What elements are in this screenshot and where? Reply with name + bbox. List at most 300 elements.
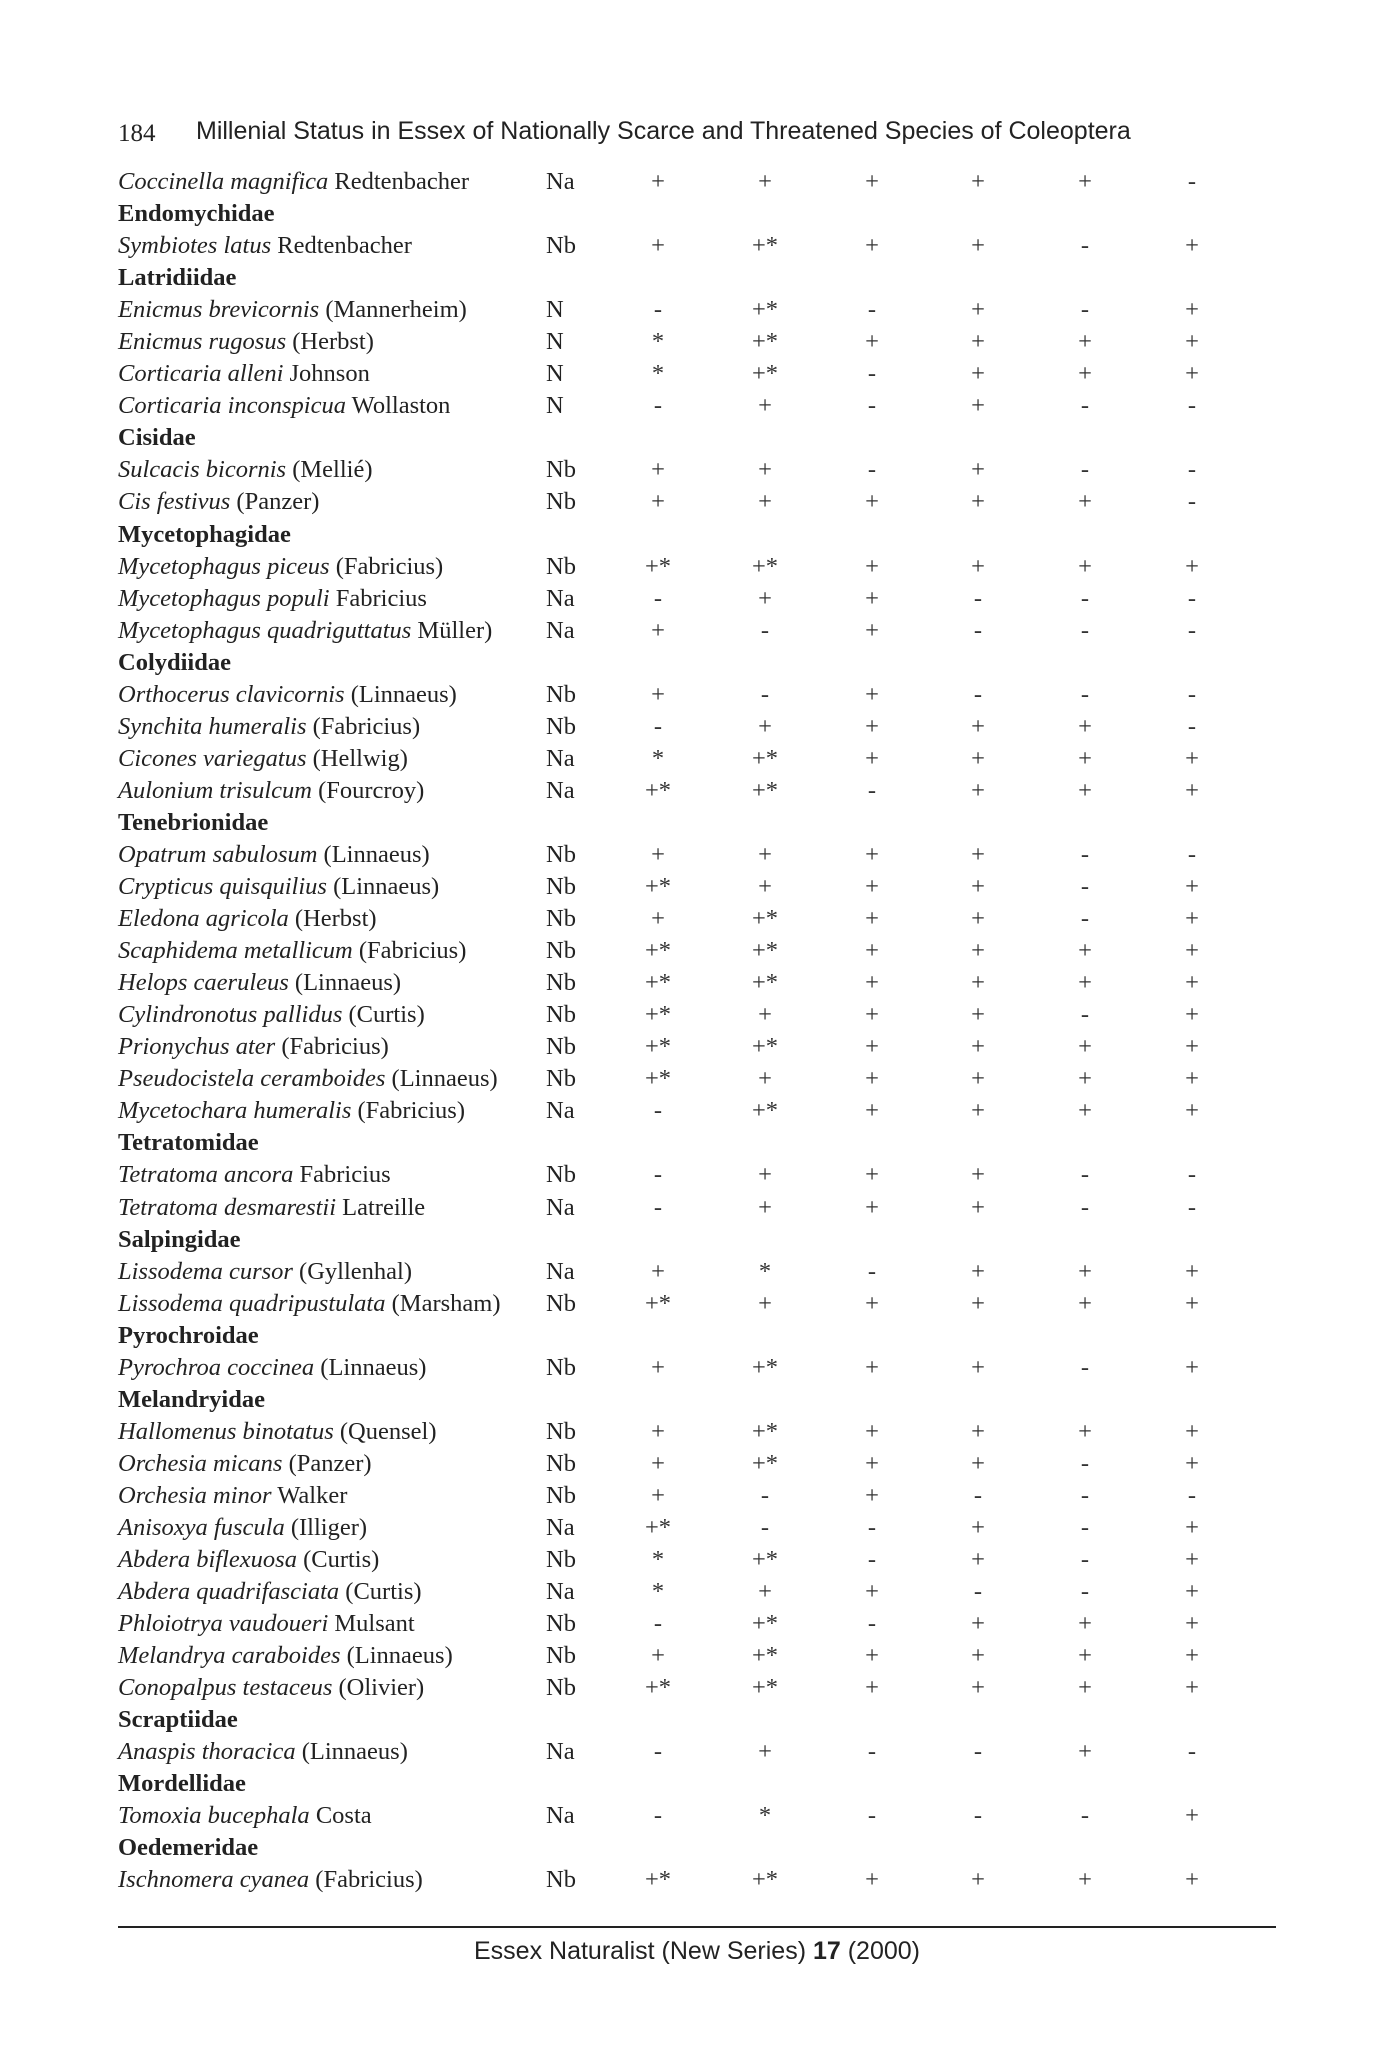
- status-code: Nb: [546, 1289, 576, 1317]
- record-mark-col-3: -: [867, 456, 877, 484]
- species-row: [118, 166, 1218, 198]
- record-mark-col-2: +*: [751, 1866, 779, 1894]
- species-authority: (Linnaeus): [323, 840, 430, 868]
- record-mark-col-1: +: [651, 840, 665, 868]
- record-mark-col-1: *: [651, 1578, 665, 1606]
- species-name: [118, 1161, 391, 1189]
- species-authority: (Panzer): [236, 488, 320, 516]
- family-name: Pyrochroidae: [118, 1321, 259, 1349]
- record-mark-col-6: -: [1187, 1481, 1197, 1509]
- family-heading-row: [118, 807, 1218, 839]
- status-code: Nb: [546, 873, 576, 901]
- record-mark-col-1: +*: [644, 1674, 672, 1702]
- species-binomial: Anisoxya fuscula: [118, 1513, 285, 1541]
- record-mark-col-6: +: [1185, 552, 1199, 580]
- record-mark-col-6: -: [1187, 840, 1197, 868]
- record-mark-col-3: +: [865, 1033, 879, 1061]
- record-mark-col-4: +: [971, 1001, 985, 1029]
- species-row: [118, 1095, 1218, 1127]
- status-code: Nb: [546, 1642, 576, 1670]
- family-name: Tetratomidae: [118, 1129, 259, 1157]
- species-name: [118, 1258, 412, 1286]
- record-mark-col-1: -: [653, 1738, 663, 1766]
- record-mark-col-3: -: [867, 1738, 877, 1766]
- species-authority: Müller): [417, 616, 493, 644]
- status-code: Nb: [546, 680, 576, 708]
- record-mark-col-5: -: [1080, 1449, 1090, 1477]
- species-row: [118, 454, 1218, 486]
- status-code: Nb: [546, 552, 576, 580]
- species-binomial: Aulonium trisulcum: [118, 776, 312, 804]
- record-mark-col-1: +: [651, 905, 665, 933]
- record-mark-col-1: +: [651, 1642, 665, 1670]
- status-code: Nb: [546, 1417, 576, 1445]
- species-name: [118, 873, 439, 901]
- record-mark-col-6: +: [1185, 969, 1199, 997]
- species-authority: (Linnaeus): [391, 1065, 498, 1093]
- species-row: [118, 1544, 1218, 1576]
- record-mark-col-2: +*: [751, 1449, 779, 1477]
- species-name: [118, 841, 430, 869]
- record-mark-col-4: -: [973, 584, 983, 612]
- record-mark-col-4: +: [971, 840, 985, 868]
- species-authority: Johnson: [289, 360, 370, 388]
- record-mark-col-3: +: [865, 1866, 879, 1894]
- record-mark-col-4: +: [971, 1033, 985, 1061]
- species-row: [118, 1672, 1218, 1704]
- status-code: Na: [546, 744, 575, 772]
- record-mark-col-5: -: [1080, 296, 1090, 324]
- record-mark-col-5: +: [1078, 552, 1092, 580]
- species-authority: (Hellwig): [312, 744, 408, 772]
- record-mark-col-1: -: [653, 296, 663, 324]
- species-row: [118, 390, 1218, 422]
- record-mark-col-6: +: [1185, 776, 1199, 804]
- species-authority: Costa: [315, 1802, 372, 1830]
- status-code: Nb: [546, 969, 576, 997]
- record-mark-col-6: +: [1185, 1866, 1199, 1894]
- footer-journal: Essex Naturalist (New Series): [473, 1937, 807, 1965]
- species-binomial: Mycetochara humeralis: [118, 1097, 352, 1125]
- page-number: 184: [118, 120, 156, 147]
- species-binomial: Orchesia minor: [118, 1481, 272, 1509]
- species-authority: (Panzer): [288, 1449, 372, 1477]
- record-mark-col-6: +: [1185, 873, 1199, 901]
- species-binomial: Sulcacis bicornis: [118, 456, 287, 484]
- species-authority: (Linnaeus): [301, 1738, 408, 1766]
- record-mark-col-2: -: [760, 616, 770, 644]
- species-binomial: Mycetophagus piceus: [118, 552, 330, 580]
- record-mark-col-3: -: [867, 1610, 877, 1638]
- species-authority: (Curtis): [345, 1578, 422, 1606]
- family-name: Scraptiidae: [118, 1706, 238, 1734]
- record-mark-col-3: +: [865, 873, 879, 901]
- record-mark-col-3: +: [865, 840, 879, 868]
- species-authority: (Herbst): [294, 905, 377, 933]
- record-mark-col-2: +: [758, 456, 772, 484]
- record-mark-col-6: +: [1185, 232, 1199, 260]
- record-mark-col-5: +: [1078, 1738, 1092, 1766]
- record-mark-col-2: +: [758, 840, 772, 868]
- species-name: [118, 1450, 372, 1478]
- record-mark-col-5: -: [1080, 905, 1090, 933]
- family-name: Mycetophagidae: [118, 520, 291, 548]
- species-row: [118, 711, 1218, 743]
- record-mark-col-3: -: [867, 1802, 877, 1830]
- status-code: Na: [546, 168, 575, 195]
- record-mark-col-5: +: [1078, 1257, 1092, 1285]
- record-mark-col-1: +*: [644, 1001, 672, 1029]
- record-mark-col-3: +: [865, 1578, 879, 1606]
- species-authority: (Mellié): [292, 456, 373, 484]
- species-row: [118, 326, 1218, 358]
- family-name: Melandryidae: [118, 1385, 265, 1413]
- record-mark-col-2: +: [758, 1193, 772, 1221]
- record-mark-col-6: -: [1187, 1161, 1197, 1189]
- record-mark-col-1: -: [653, 712, 663, 740]
- record-mark-col-6: +: [1185, 1033, 1199, 1061]
- record-mark-col-6: +: [1185, 1513, 1199, 1541]
- species-binomial: Eledona agricola: [118, 905, 289, 933]
- species-name: [118, 1001, 425, 1029]
- record-mark-col-2: +*: [751, 937, 779, 965]
- record-mark-col-4: +: [971, 1065, 985, 1093]
- record-mark-col-3: -: [867, 776, 877, 804]
- record-mark-col-5: +: [1078, 969, 1092, 997]
- record-mark-col-5: -: [1080, 1481, 1090, 1509]
- record-mark-col-1: -: [653, 1610, 663, 1638]
- species-binomial: Tetratoma desmarestii: [118, 1193, 337, 1221]
- record-mark-col-3: +: [865, 1642, 879, 1670]
- status-code: N: [546, 296, 564, 324]
- family-name: Endomychidae: [118, 200, 275, 228]
- family-name: Oedemeridae: [118, 1834, 259, 1862]
- species-authority: Redtenbacher: [277, 232, 412, 260]
- record-mark-col-5: -: [1080, 680, 1090, 708]
- species-status-table: [118, 166, 1218, 1897]
- status-code: Nb: [546, 1866, 576, 1894]
- record-mark-col-2: +: [758, 1578, 772, 1606]
- record-mark-col-4: +: [971, 1257, 985, 1285]
- species-authority: (Gyllenhal): [299, 1257, 412, 1285]
- record-mark-col-6: +: [1185, 1546, 1199, 1574]
- species-name: [118, 1033, 389, 1061]
- record-mark-col-3: -: [867, 1546, 877, 1574]
- species-binomial: Enicmus rugosus: [118, 328, 287, 356]
- record-mark-col-5: -: [1080, 1161, 1090, 1189]
- record-mark-col-3: +: [865, 1481, 879, 1509]
- species-name: [118, 1866, 423, 1894]
- record-mark-col-2: +*: [751, 744, 779, 772]
- record-mark-col-2: +*: [751, 552, 779, 580]
- record-mark-col-5: -: [1080, 456, 1090, 484]
- record-mark-col-3: +: [865, 1449, 879, 1477]
- species-authority: (Illiger): [290, 1513, 368, 1541]
- record-mark-col-4: +: [971, 456, 985, 484]
- record-mark-col-6: -: [1187, 488, 1197, 516]
- species-row: [118, 935, 1218, 967]
- record-mark-col-6: +: [1185, 1289, 1199, 1317]
- species-row: [118, 1608, 1218, 1640]
- species-row: [118, 1159, 1218, 1191]
- record-mark-col-1: +*: [644, 1033, 672, 1061]
- record-mark-col-5: +: [1078, 168, 1092, 195]
- status-code: Nb: [546, 1001, 576, 1029]
- record-mark-col-3: +: [865, 552, 879, 580]
- record-mark-col-5: -: [1080, 1546, 1090, 1574]
- record-mark-col-6: +: [1185, 1353, 1199, 1381]
- record-mark-col-4: +: [971, 776, 985, 804]
- record-mark-col-6: -: [1187, 168, 1197, 195]
- record-mark-col-1: +: [651, 680, 665, 708]
- species-name: [118, 1065, 498, 1093]
- record-mark-col-5: -: [1080, 392, 1090, 420]
- record-mark-col-4: +: [971, 1642, 985, 1670]
- species-binomial: Crypticus quisquilius: [118, 873, 327, 901]
- record-mark-col-3: +: [865, 1417, 879, 1445]
- species-binomial: Abdera quadrifasciata: [118, 1578, 340, 1606]
- record-mark-col-1: +*: [644, 1513, 672, 1541]
- record-mark-col-5: -: [1080, 1513, 1090, 1541]
- species-row: [118, 1736, 1218, 1768]
- species-authority: (Linnaeus): [350, 680, 457, 708]
- record-mark-col-5: +: [1078, 744, 1092, 772]
- status-code: N: [546, 360, 564, 388]
- record-mark-col-4: +: [971, 712, 985, 740]
- record-mark-col-3: +: [865, 328, 879, 356]
- record-mark-col-4: +: [971, 360, 985, 388]
- species-binomial: Helops caeruleus: [118, 969, 289, 997]
- species-row: [118, 230, 1218, 262]
- footer-volume: 17: [812, 1937, 841, 1965]
- species-name: [118, 905, 377, 933]
- species-binomial: Ischnomera cyanea: [118, 1866, 310, 1894]
- record-mark-col-4: -: [973, 680, 983, 708]
- record-mark-col-1: +: [651, 1353, 665, 1381]
- status-code: Nb: [546, 1353, 576, 1381]
- species-name: [118, 328, 374, 356]
- species-authority: (Curtis): [348, 1001, 425, 1029]
- species-row: [118, 1031, 1218, 1063]
- record-mark-col-4: +: [971, 552, 985, 580]
- family-name: Cisidae: [118, 424, 196, 452]
- species-name: [118, 777, 424, 805]
- species-row: [118, 1063, 1218, 1095]
- record-mark-col-3: -: [867, 360, 877, 388]
- species-name: [118, 713, 420, 741]
- record-mark-col-2: +*: [751, 1546, 779, 1574]
- species-row: [118, 486, 1218, 518]
- record-mark-col-5: +: [1078, 1674, 1092, 1702]
- species-row: [118, 679, 1218, 711]
- record-mark-col-1: +: [651, 1257, 665, 1285]
- species-row: [118, 871, 1218, 903]
- record-mark-col-1: +*: [644, 873, 672, 901]
- species-authority: (Fabricius): [358, 937, 467, 965]
- record-mark-col-6: +: [1185, 360, 1199, 388]
- species-row: [118, 839, 1218, 871]
- record-mark-col-2: +: [758, 1738, 772, 1766]
- species-binomial: Cis festivus: [118, 488, 231, 516]
- record-mark-col-5: -: [1080, 840, 1090, 868]
- species-row: [118, 967, 1218, 999]
- record-mark-col-1: +*: [644, 776, 672, 804]
- species-authority: Walker: [277, 1481, 348, 1509]
- species-name: [118, 1418, 436, 1446]
- record-mark-col-3: +: [865, 584, 879, 612]
- record-mark-col-4: +: [971, 232, 985, 260]
- family-heading-row: [118, 422, 1218, 454]
- record-mark-col-3: +: [865, 937, 879, 965]
- record-mark-col-1: *: [651, 360, 665, 388]
- species-authority: (Linnaeus): [294, 969, 402, 997]
- species-row: [118, 1576, 1218, 1608]
- species-binomial: Coccinella magnifica: [118, 168, 329, 195]
- species-binomial: Corticaria alleni: [118, 360, 284, 388]
- record-mark-col-5: +: [1078, 1610, 1092, 1638]
- status-code: Nb: [546, 937, 576, 965]
- record-mark-col-5: +: [1078, 360, 1092, 388]
- record-mark-col-1: +: [651, 488, 665, 516]
- record-mark-col-6: -: [1187, 584, 1197, 612]
- record-mark-col-4: +: [971, 969, 985, 997]
- species-binomial: Pyrochroa coccinea: [118, 1353, 315, 1381]
- record-mark-col-6: +: [1185, 1001, 1199, 1029]
- record-mark-col-1: +: [651, 456, 665, 484]
- status-code: Na: [546, 1193, 575, 1221]
- species-name: [118, 1578, 422, 1606]
- record-mark-col-6: +: [1185, 296, 1199, 324]
- species-binomial: Cylindronotus pallidus: [118, 1001, 343, 1029]
- record-mark-col-6: +: [1185, 744, 1199, 772]
- record-mark-col-3: -: [867, 296, 877, 324]
- record-mark-col-1: -: [653, 1193, 663, 1221]
- family-heading-row: [118, 647, 1218, 679]
- record-mark-col-4: -: [973, 1481, 983, 1509]
- record-mark-col-6: +: [1185, 1065, 1199, 1093]
- record-mark-col-3: +: [865, 1353, 879, 1381]
- status-code: Nb: [546, 1546, 576, 1574]
- status-code: Nb: [546, 456, 576, 484]
- record-mark-col-1: +*: [644, 969, 672, 997]
- family-heading-row: [118, 1384, 1218, 1416]
- species-authority: Latreille: [342, 1193, 426, 1221]
- species-authority: (Quensel): [339, 1417, 437, 1445]
- record-mark-col-2: +*: [751, 296, 779, 324]
- species-name: [118, 168, 469, 196]
- species-binomial: Melandrya caraboides: [118, 1642, 341, 1670]
- species-authority: Fabricius: [299, 1161, 391, 1189]
- record-mark-col-5: +: [1078, 937, 1092, 965]
- status-code: Nb: [546, 1033, 576, 1061]
- species-row: [118, 903, 1218, 935]
- species-row: [118, 743, 1218, 775]
- status-code: Nb: [546, 1065, 576, 1093]
- record-mark-col-4: +: [971, 1610, 985, 1638]
- species-name: [118, 745, 408, 773]
- record-mark-col-5: +: [1078, 1866, 1092, 1894]
- record-mark-col-5: -: [1080, 616, 1090, 644]
- footer-year: (2000): [847, 1937, 920, 1965]
- status-code: N: [546, 392, 564, 420]
- species-binomial: Abdera biflexuosa: [118, 1546, 297, 1574]
- record-mark-col-1: +*: [644, 1289, 672, 1317]
- record-mark-col-1: -: [653, 584, 663, 612]
- record-mark-col-1: -: [653, 1161, 663, 1189]
- record-mark-col-4: +: [971, 1449, 985, 1477]
- species-binomial: Mycetophagus populi: [118, 584, 330, 612]
- record-mark-col-4: +: [971, 1161, 985, 1189]
- family-name: Latridiidae: [118, 264, 237, 292]
- page-footer: [118, 1937, 1276, 1966]
- record-mark-col-2: +: [758, 584, 772, 612]
- record-mark-col-3: +: [865, 1001, 879, 1029]
- species-authority: (Fabricius): [315, 1866, 423, 1894]
- record-mark-col-2: *: [758, 1257, 772, 1285]
- family-heading-row: [118, 1832, 1218, 1864]
- record-mark-col-4: +: [971, 1546, 985, 1574]
- record-mark-col-5: +: [1078, 776, 1092, 804]
- record-mark-col-2: +*: [751, 776, 779, 804]
- record-mark-col-5: +: [1078, 1033, 1092, 1061]
- species-row: [118, 1288, 1218, 1320]
- family-heading-row: [118, 1224, 1218, 1256]
- record-mark-col-2: +*: [751, 1033, 779, 1061]
- record-mark-col-6: +: [1185, 1449, 1199, 1477]
- status-code: Na: [546, 1513, 575, 1541]
- record-mark-col-3: +: [865, 712, 879, 740]
- species-name: [118, 969, 401, 997]
- species-name: [118, 1802, 372, 1830]
- record-mark-col-1: +: [651, 1481, 665, 1509]
- record-mark-col-5: -: [1080, 1353, 1090, 1381]
- record-mark-col-3: +: [865, 905, 879, 933]
- record-mark-col-2: -: [760, 680, 770, 708]
- species-row: [118, 1480, 1218, 1512]
- record-mark-col-3: +: [865, 1289, 879, 1317]
- species-name: [118, 1290, 500, 1318]
- species-name: [118, 585, 427, 613]
- species-authority: (Fabricius): [281, 1033, 389, 1061]
- species-binomial: Anaspis thoracica: [118, 1738, 296, 1766]
- record-mark-col-1: +*: [644, 552, 672, 580]
- status-code: Nb: [546, 232, 576, 260]
- species-authority: (Herbst): [292, 328, 374, 356]
- record-mark-col-6: -: [1187, 712, 1197, 740]
- record-mark-col-1: +: [651, 232, 665, 260]
- record-mark-col-5: +: [1078, 1642, 1092, 1670]
- record-mark-col-4: -: [973, 1802, 983, 1830]
- record-mark-col-2: +: [758, 1065, 772, 1093]
- species-authority: (Curtis): [303, 1546, 380, 1574]
- status-code: Na: [546, 1257, 575, 1285]
- record-mark-col-4: +: [971, 905, 985, 933]
- species-authority: (Linnaeus): [320, 1353, 427, 1381]
- species-binomial: Orchesia micans: [118, 1449, 283, 1477]
- record-mark-col-3: +: [865, 488, 879, 516]
- record-mark-col-2: +: [758, 873, 772, 901]
- species-name: [118, 296, 467, 324]
- record-mark-col-2: +*: [751, 328, 779, 356]
- record-mark-col-6: +: [1185, 1578, 1199, 1606]
- family-heading-row: [118, 1320, 1218, 1352]
- record-mark-col-3: +: [865, 969, 879, 997]
- family-heading-row: [118, 519, 1218, 551]
- species-name: [118, 1546, 379, 1574]
- species-row: [118, 775, 1218, 807]
- status-code: Na: [546, 1802, 575, 1830]
- species-binomial: Tetratoma ancora: [118, 1161, 294, 1189]
